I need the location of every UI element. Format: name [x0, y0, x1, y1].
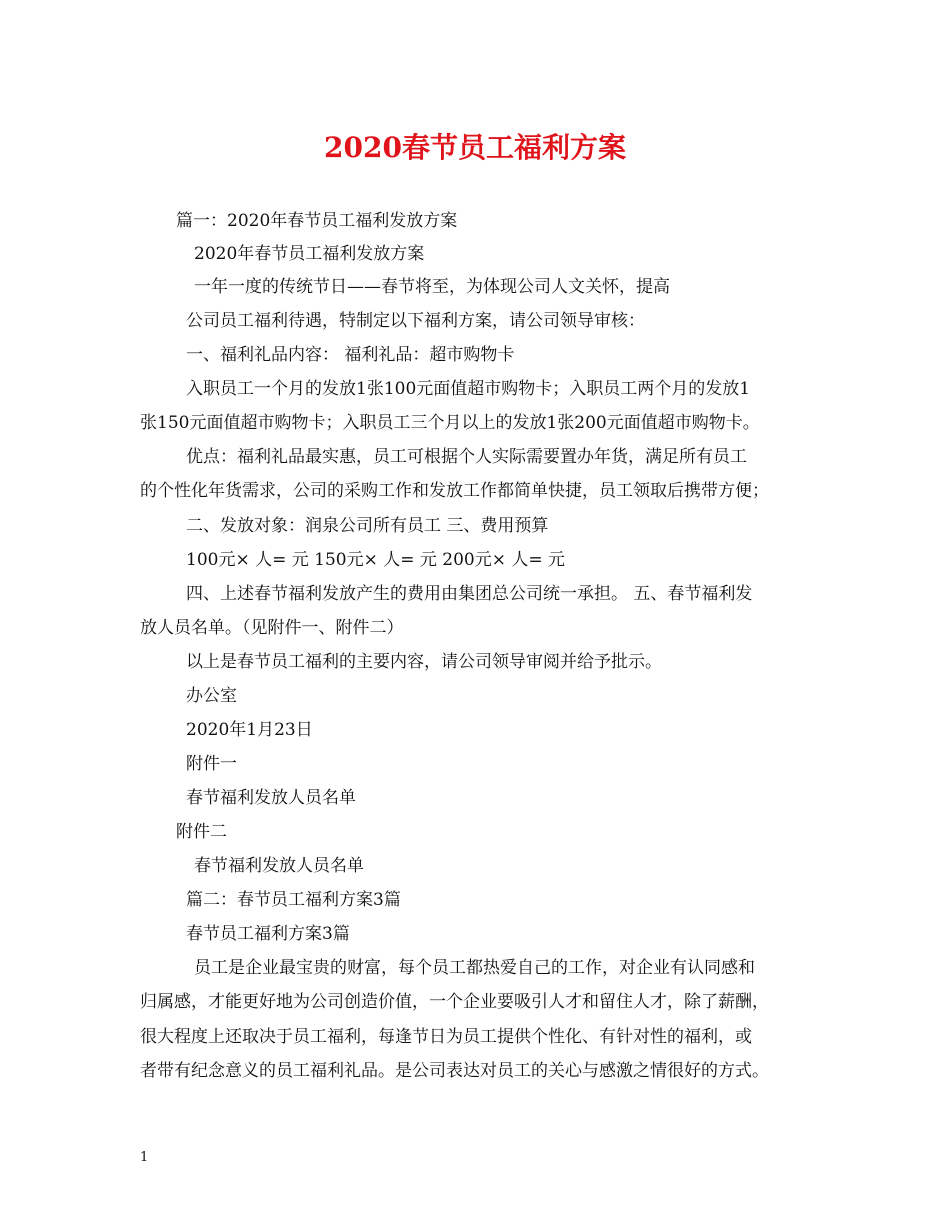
signature-date: 2020年1月23日: [186, 720, 313, 740]
paragraph-line: 二、发放对象：润泉公司所有员工 三、费用预算: [186, 516, 549, 536]
section-heading: 篇二：春节员工福利方案3篇: [186, 890, 401, 910]
subsection-heading: 2020年春节员工福利发放方案: [194, 244, 425, 264]
paragraph-line: 的个性化年货需求，公司的采购工作和发放工作都简单快捷，员工领取后携带方便；: [140, 481, 769, 501]
paragraph-line: 张150元面值超市购物卡；入职员工三个月以上的发放1张200元面值超市购物卡。: [140, 413, 760, 433]
paragraph-line: 一、福利礼品内容： 福利礼品：超市购物卡: [186, 345, 515, 365]
paragraph-line: 很大程度上还取决于员工福利，每逢节日为员工提供个性化、有针对性的福利，或: [140, 1027, 752, 1047]
paragraph-line: 入职员工一个月的发放1张100元面值超市购物卡；入职员工两个月的发放1: [186, 379, 751, 399]
paragraph-line: 公司员工福利待遇，特制定以下福利方案，请公司领导审核：: [186, 311, 645, 331]
paragraph-line: 员工是企业最宝贵的财富，每个员工都热爱自己的工作，对企业有认同感和: [194, 958, 755, 978]
paragraph-line: 四、上述春节福利发放产生的费用由集团总公司统一承担。 五、春节福利发: [186, 584, 753, 604]
signature-department: 办公室: [186, 686, 237, 706]
attachment-title: 春节福利发放人员名单: [194, 856, 364, 876]
paragraph-line: 一年一度的传统节日——春节将至，为体现公司人文关怀，提高: [194, 277, 670, 297]
attachment-label: 附件二: [176, 822, 227, 842]
paragraph-line: 以上是春节员工福利的主要内容，请公司领导审阅并给予批示。: [186, 652, 662, 672]
paragraph-line: 归属感，才能更好地为公司创造价值，一个企业要吸引人才和留住人才，除了薪酬，: [140, 992, 769, 1012]
paragraph-line: 者带有纪念意义的员工福利礼品。是公司表达对员工的关心与感激之情很好的方式。: [140, 1061, 769, 1081]
attachment-title: 春节福利发放人员名单: [186, 788, 356, 808]
section-heading: 篇一：2020年春节员工福利发放方案: [176, 211, 458, 231]
budget-line: 100元× 人= 元 150元× 人= 元 200元× 人= 元: [186, 550, 566, 570]
page-number: 1: [140, 1150, 149, 1165]
paragraph-line: 优点：福利礼品最实惠，员工可根据个人实际需要置办年货，满足所有员工: [186, 447, 747, 467]
subsection-heading: 春节员工福利方案3篇: [186, 924, 350, 944]
attachment-label: 附件一: [186, 754, 237, 774]
document-title: 2020春节员工福利方案: [324, 131, 626, 164]
paragraph-line: 放人员名单。（见附件一、附件二）: [140, 618, 404, 638]
